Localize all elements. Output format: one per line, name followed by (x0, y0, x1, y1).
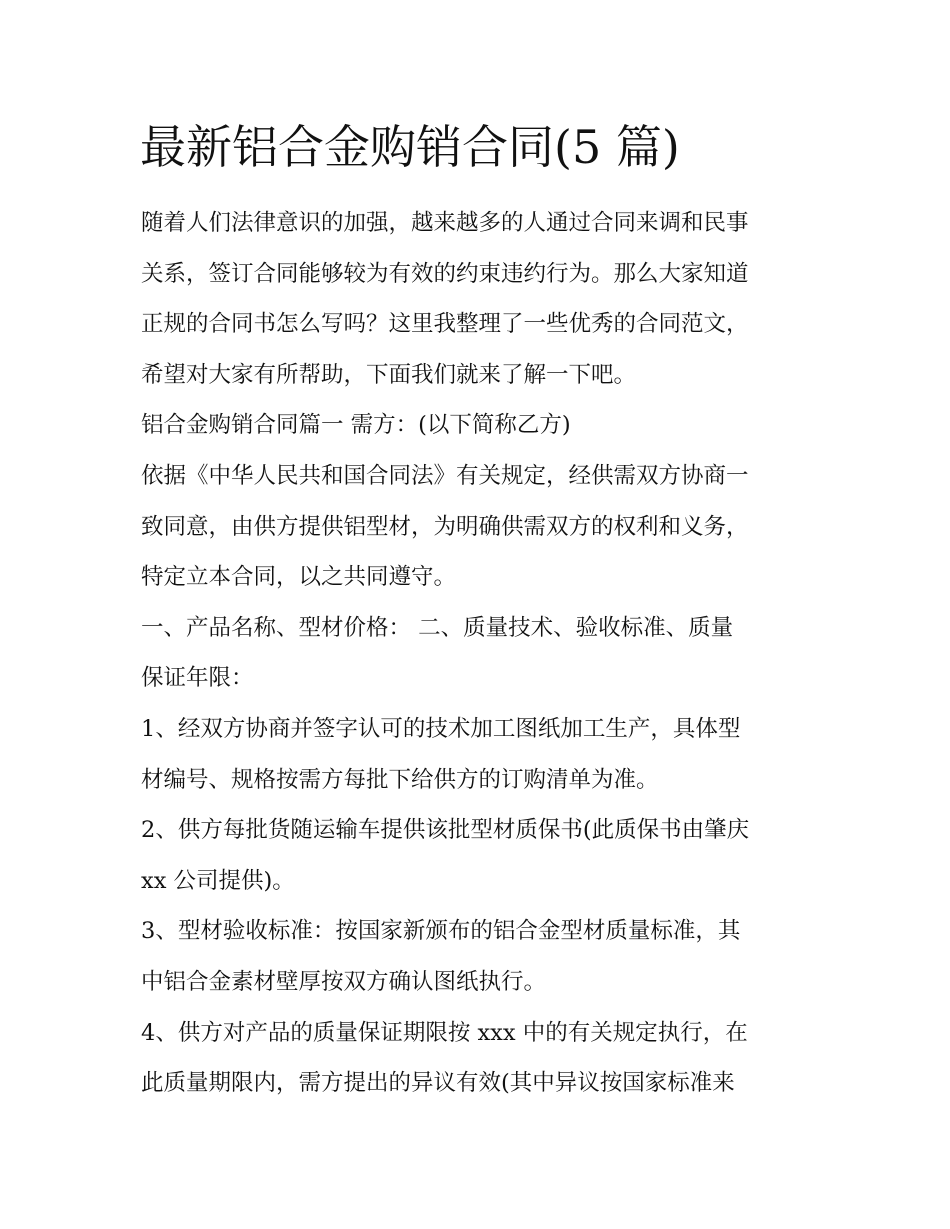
body-line: 希望对大家有所帮助，下面我们就来了解一下吧。 (141, 361, 637, 388)
body-line: 3、型材验收标准：按国家新颁布的铝合金型材质量标准，其 (141, 918, 741, 945)
body-line: 关系，签订合同能够较为有效的约束违约行为。那么大家知道 (141, 260, 749, 287)
body-line: 1、经双方协商并签字认可的技术加工图纸加工生产，具体型 (141, 715, 741, 742)
body-line: 4、供方对产品的质量保证期限按 xxx 中的有关规定执行，在 (141, 1019, 748, 1046)
body-line: 依据《中华人民共和国合同法》有关规定，经供需双方协商一 (141, 462, 749, 489)
body-line: 此质量期限内，需方提出的异议有效(其中异议按国家标准来 (141, 1070, 735, 1097)
body-line: 致同意，由供方提供铝型材，为明确供需双方的权利和义务， (141, 513, 749, 540)
body-line: xx 公司提供)。 (141, 867, 295, 894)
body-line: 保证年限： (141, 665, 254, 692)
document-body (141, 198, 821, 1109)
document-title: 最新铝合金购销合同(5 篇) (140, 120, 680, 174)
body-line: 随着人们法律意识的加强，越来越多的人通过合同来调和民事 (141, 210, 749, 236)
body-line: 材编号、规格按需方每批下给供方的订购清单为准。 (141, 766, 659, 793)
body-line: 特定立本合同，以之共同遵守。 (141, 564, 457, 591)
body-line: 铝合金购销合同篇一 需方：(以下简称乙方) (141, 412, 571, 439)
body-line: 一、产品名称、型材价格： 二、质量技术、验收标准、质量 (141, 614, 734, 641)
body-line: 2、供方每批货随运输车提供该批型材质保书(此质保书由肇庆 (141, 817, 750, 844)
body-line: 中铝合金素材壁厚按双方确认图纸执行。 (141, 968, 547, 995)
body-line: 正规的合同书怎么写吗？这里我整理了一些优秀的合同范文， (141, 311, 749, 338)
